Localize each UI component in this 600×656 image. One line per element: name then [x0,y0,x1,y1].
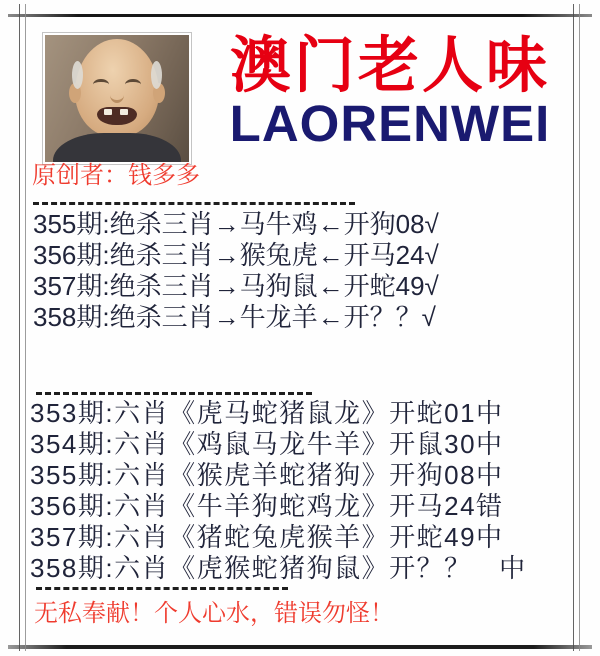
prediction-row: 357期:绝杀三肖→马狗鼠←开蛇49√ [33,271,439,301]
elderly-man-photo [42,32,192,165]
prediction-row: 358期:六肖《虎猴蛇猪狗鼠》开？？ 中 [30,553,527,583]
dashed-divider-3 [36,587,288,590]
prediction-row: 358期:绝杀三肖→牛龙羊←开？？√ [33,302,436,332]
footer-disclaimer: 无私奉献！个人心水，错误勿怪！ [34,600,394,627]
frame-left-line [19,4,26,651]
prediction-row: 356期:六肖《牛羊狗蛇鸡龙》开马24错 [30,491,504,521]
photo-torso [53,133,181,162]
photo-hair-right [151,61,162,89]
site-title-chinese: 澳门老人味 [229,31,550,99]
prediction-row: 356期:绝杀三肖→猴兔虎←开马24√ [33,240,439,270]
photo-tooth [104,109,112,115]
prediction-row: 353期:六肖《虎马蛇猪鼠龙》开蛇01中 [30,398,504,428]
site-title-english: LAORENWEI [229,95,551,152]
photo-nose [110,87,124,103]
kill-three-zodiac-list [33,209,439,333]
dashed-divider-1 [33,202,355,205]
prediction-row: 354期:六肖《鸡鼠马龙牛羊》开鼠30中 [30,429,504,459]
author-line: 原创者：钱多多 [32,162,200,189]
six-zodiac-list [30,398,527,584]
photo-hair-left [72,61,83,89]
photo-eye-right [125,79,141,90]
prediction-row: 355期:绝杀三肖→马牛鸡←开狗08√ [33,209,439,239]
header-titles [198,30,582,152]
photo-tooth [120,109,128,115]
photo-eye-left [93,79,109,90]
prediction-row: 357期:六肖《猪蛇兔虎猴羊》开蛇49中 [30,522,504,552]
dashed-divider-2 [36,392,312,395]
frame-bottom-line [8,645,592,649]
frame-top-line [8,14,592,17]
prediction-row: 355期:六肖《猴虎羊蛇猪狗》开狗08中 [30,460,504,490]
photo-artwork [45,35,189,162]
